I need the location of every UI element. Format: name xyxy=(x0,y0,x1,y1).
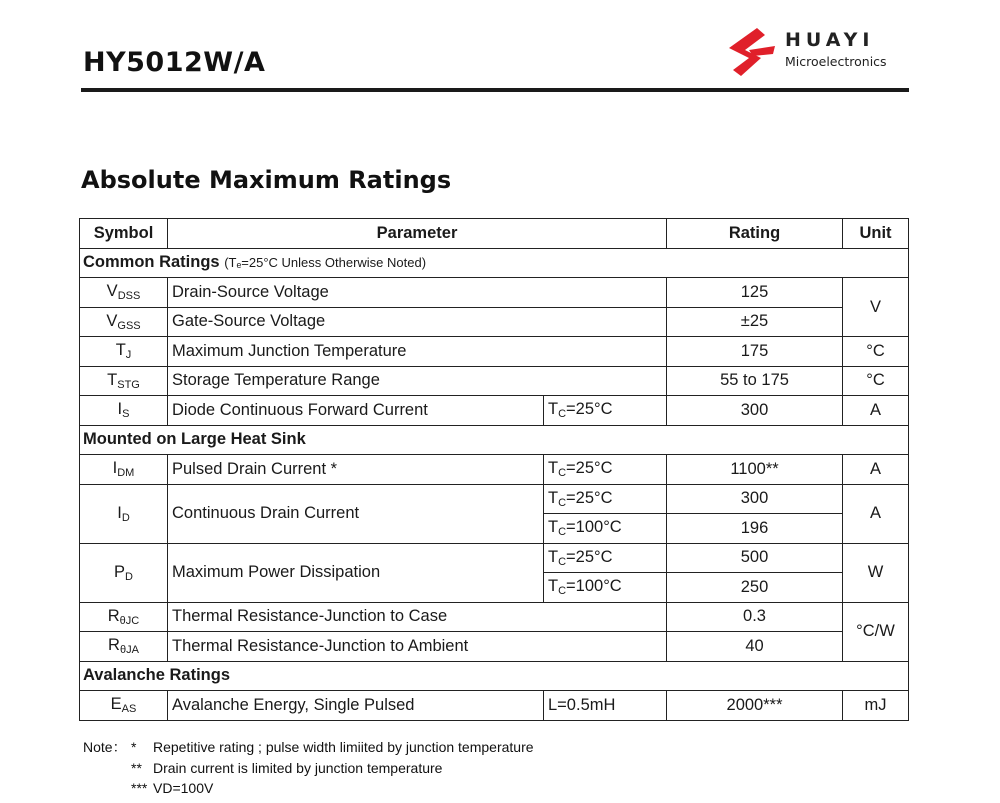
table-row xyxy=(80,484,909,514)
symbol-cell: $R_{\theta JC}$ xyxy=(80,602,168,632)
symbol-cell: $T_{STG}$ xyxy=(80,366,168,396)
parameter-cell: Maximum Junction Temperature xyxy=(168,337,667,367)
unit-cell: W xyxy=(843,543,909,602)
parameter-cell: Diode Continuous Forward Current xyxy=(168,396,544,426)
table-row xyxy=(80,543,909,573)
rating-cell: ±25 xyxy=(667,307,843,337)
parameter-cell: Avalanche Energy, Single Pulsed xyxy=(168,691,544,721)
table-row xyxy=(80,691,909,721)
rating-cell: 125 xyxy=(667,278,843,308)
symbol-cell: $V_{DSS}$ xyxy=(80,278,168,308)
symbol-cell: $I_S$ xyxy=(80,396,168,426)
note-text: VD=100V xyxy=(153,780,214,796)
symbol-cell: $E_{AS}$ xyxy=(80,691,168,721)
condition-cell: $T_C=25^\circ C$ xyxy=(544,543,667,573)
header-rating: Rating xyxy=(667,219,843,249)
rating-cell: 1100** xyxy=(667,455,843,485)
rating-cell: 0.3 xyxy=(667,602,843,632)
note-text: Repetitive rating ; pulse width limiited by junction temperature xyxy=(153,739,534,755)
brand-name: HUAYI xyxy=(785,29,875,51)
table-row xyxy=(80,602,909,632)
header-rule xyxy=(81,88,909,92)
parameter-cell: Thermal Resistance-Junction to Case xyxy=(168,602,667,632)
group-row-common xyxy=(80,248,909,278)
condition-cell: $T_C=25^\circ C$ xyxy=(544,455,667,485)
condition-cell: $T_C=25^\circ C$ xyxy=(544,484,667,514)
rating-cell: 40 xyxy=(667,632,843,662)
unit-cell: °C xyxy=(843,337,909,367)
huayi-logo-mark-icon xyxy=(727,28,779,78)
parameter-cell: Storage Temperature Range xyxy=(168,366,667,396)
unit-cell: A xyxy=(843,396,909,426)
part-number: HY5012W/A xyxy=(83,47,266,78)
condition-cell: $T_C=100^\circ C$ xyxy=(544,573,667,603)
symbol-cell: $T_J$ xyxy=(80,337,168,367)
unit-cell: A xyxy=(843,484,909,543)
parameter-cell: Maximum Power Dissipation xyxy=(168,543,544,602)
table-row xyxy=(80,278,909,308)
unit-cell: mJ xyxy=(843,691,909,721)
table-row xyxy=(80,632,909,662)
rating-cell: 250 xyxy=(667,573,843,603)
group-heat-sink: Mounted on Large Heat Sink xyxy=(80,425,909,455)
note-mark: ** xyxy=(131,759,142,776)
unit-cell: A xyxy=(843,455,909,485)
parameter-cell: Pulsed Drain Current * xyxy=(168,455,544,485)
parameter-cell: Thermal Resistance-Junction to Ambient xyxy=(168,632,667,662)
brand-subtitle: Microelectronics xyxy=(785,54,887,69)
note-mark: * xyxy=(131,739,137,755)
table-row xyxy=(80,396,909,426)
unit-cell: °C/W xyxy=(843,602,909,661)
group-avalanche: Avalanche Ratings xyxy=(80,661,909,691)
ratings-table xyxy=(79,218,909,721)
rating-cell: 500 xyxy=(667,543,843,573)
symbol-cell: $P_D$ xyxy=(80,543,168,602)
header-unit: Unit xyxy=(843,219,909,249)
note-label: Note： xyxy=(83,739,127,755)
rating-cell: 55 to 175 xyxy=(667,366,843,396)
group-common-note: (Tₑ=25°C Unless Otherwise Noted) xyxy=(224,255,427,271)
note-mark: *** xyxy=(131,780,148,796)
section-title: Absolute Maximum Ratings xyxy=(81,166,452,194)
header-parameter: Parameter xyxy=(168,219,667,249)
parameter-cell: Drain-Source Voltage xyxy=(168,278,667,308)
group-common-title: Common Ratings xyxy=(83,253,220,272)
table-row xyxy=(80,337,909,367)
table-row xyxy=(80,307,909,337)
condition-cell: $T_C=100^\circ C$ xyxy=(544,514,667,544)
symbol-cell: $V_{GSS}$ xyxy=(80,307,168,337)
rating-cell: 196 xyxy=(667,514,843,544)
rating-cell: 175 xyxy=(667,337,843,367)
huayi-logo xyxy=(727,26,907,78)
header-symbol: Symbol xyxy=(80,219,168,249)
table-row xyxy=(80,366,909,396)
table-row xyxy=(80,455,909,485)
rating-cell: 300 xyxy=(667,484,843,514)
condition-cell: $T_C=25^\circ C$ xyxy=(544,396,667,426)
rating-cell: 2000*** xyxy=(667,691,843,721)
group-row-heat-sink xyxy=(80,425,909,455)
symbol-cell: $I_{DM}$ xyxy=(80,455,168,485)
parameter-cell: Gate-Source Voltage xyxy=(168,307,667,337)
note-text: Drain current is limited by junction temperature xyxy=(153,759,443,776)
rating-cell: 300 xyxy=(667,396,843,426)
condition-cell: L=0.5mH xyxy=(544,691,667,721)
table-header-row xyxy=(80,219,909,249)
group-row-avalanche xyxy=(80,661,909,691)
symbol-cell: $R_{\theta JA}$ xyxy=(80,632,168,662)
unit-cell: °C xyxy=(843,366,909,396)
unit-cell: V xyxy=(843,278,909,337)
group-common xyxy=(80,248,909,278)
symbol-cell: $I_D$ xyxy=(80,484,168,543)
parameter-cell: Continuous Drain Current xyxy=(168,484,544,543)
